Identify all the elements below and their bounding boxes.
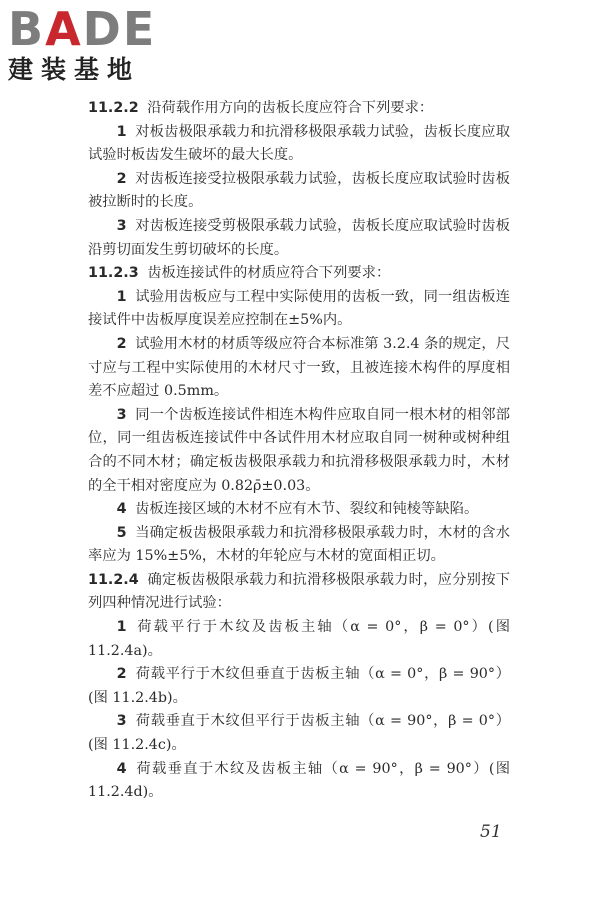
item-text: 对板齿极限承载力和抗滑移极限承载力试验，齿板长度应取试验时板齿发生破坏的最大长度。 xyxy=(88,123,510,164)
item-text: 对齿板连接受剪极限承载力试验，齿板长度应取试验时齿板沿剪切面发生剪切破坏的长度。 xyxy=(88,217,510,258)
clause-heading xyxy=(88,97,510,121)
clause-heading xyxy=(88,262,510,286)
item-number: 2 xyxy=(116,335,127,352)
page-number: 51 xyxy=(480,822,502,842)
item-text: 当确定板齿极限承载力和抗滑移极限承载力时，木材的含水率应为 15%±5%，木材的年轮应与木材的宽面相正切。 xyxy=(88,524,510,565)
item-number: 3 xyxy=(116,406,127,423)
clause-item xyxy=(88,404,510,498)
item-text: 试验用齿板应与工程中实际使用的齿板一致，同一组齿板连接试件中齿板厚度误差应控制在±5%内。 xyxy=(88,288,510,329)
clause-item xyxy=(88,121,510,168)
item-text: 荷载平行于木纹及齿板主轴（α = 0°，β = 0°）(图 11.2.4a)。 xyxy=(88,619,510,659)
clause-number: 11.2.4 xyxy=(88,571,139,588)
clause-text: 沿荷载作用方向的齿板长度应符合下列要求： xyxy=(147,100,434,116)
item-text: 同一个齿板连接试件相连木构件应取自同一根木材的相邻部位，同一组齿板连接试件中各试件用木材应取自同一树种或树种组合的不同木材；确定板齿极限承载力和抗滑移极限承载力时，木材的全干相对密度应为 0.82ρ̄±0.03。 xyxy=(88,406,510,494)
clause-number: 11.2.3 xyxy=(88,265,139,282)
clause-item xyxy=(88,498,510,522)
page-body xyxy=(88,97,510,805)
item-number: 5 xyxy=(116,524,127,541)
item-number: 2 xyxy=(116,666,127,683)
item-number: 4 xyxy=(116,501,127,518)
bade-logo xyxy=(8,4,178,94)
clause-item xyxy=(88,758,510,805)
clause-item xyxy=(88,168,510,215)
clause-number: 11.2.2 xyxy=(88,100,139,116)
item-number: 1 xyxy=(116,288,127,305)
item-number: 2 xyxy=(116,170,127,187)
item-text: 齿板连接区域的木材不应有木节、裂纹和钝棱等缺陷。 xyxy=(135,501,479,518)
clause-text: 确定板齿极限承载力和抗滑移极限承载力时，应分别按下列四种情况进行试验： xyxy=(88,571,510,612)
item-text: 荷载垂直于木纹及齿板主轴（α = 90°，β = 90°）(图 11.2.4d)。 xyxy=(88,760,510,801)
clause-item xyxy=(88,710,510,757)
item-text: 试验用木材的材质等级应符合本标准第 3.2.4 条的规定，尺寸应与工程中实际使用的木材尺寸一致，且被连接木构件的厚度相差不应超过 0.5mm。 xyxy=(88,335,510,400)
item-number: 1 xyxy=(116,123,127,140)
item-number: 3 xyxy=(116,217,127,234)
clause-heading xyxy=(88,569,510,616)
clause-item xyxy=(88,333,510,404)
item-number: 1 xyxy=(116,619,127,636)
item-text: 荷载平行于木纹但垂直于齿板主轴（α = 0°，β = 90°）(图 11.2.4b)。 xyxy=(88,666,510,706)
logo-latin-text: BADE xyxy=(8,2,157,56)
clause-item xyxy=(88,522,510,569)
item-text: 对齿板连接受拉极限承载力试验，齿板长度应取试验时齿板被拉断时的长度。 xyxy=(88,170,510,211)
item-number: 4 xyxy=(116,760,127,777)
clause-item xyxy=(88,215,510,262)
item-text: 荷载垂直于木纹但平行于齿板主轴（α = 90°，β = 0°）(图 11.2.4c)。 xyxy=(88,713,510,754)
clause-item xyxy=(88,663,510,710)
clause-item xyxy=(88,616,510,663)
item-number: 3 xyxy=(116,713,127,730)
logo-chinese-text: 建装基地 xyxy=(8,55,141,84)
clause-item xyxy=(88,286,510,333)
clause-text: 齿板连接试件的材质应符合下列要求： xyxy=(147,265,391,282)
